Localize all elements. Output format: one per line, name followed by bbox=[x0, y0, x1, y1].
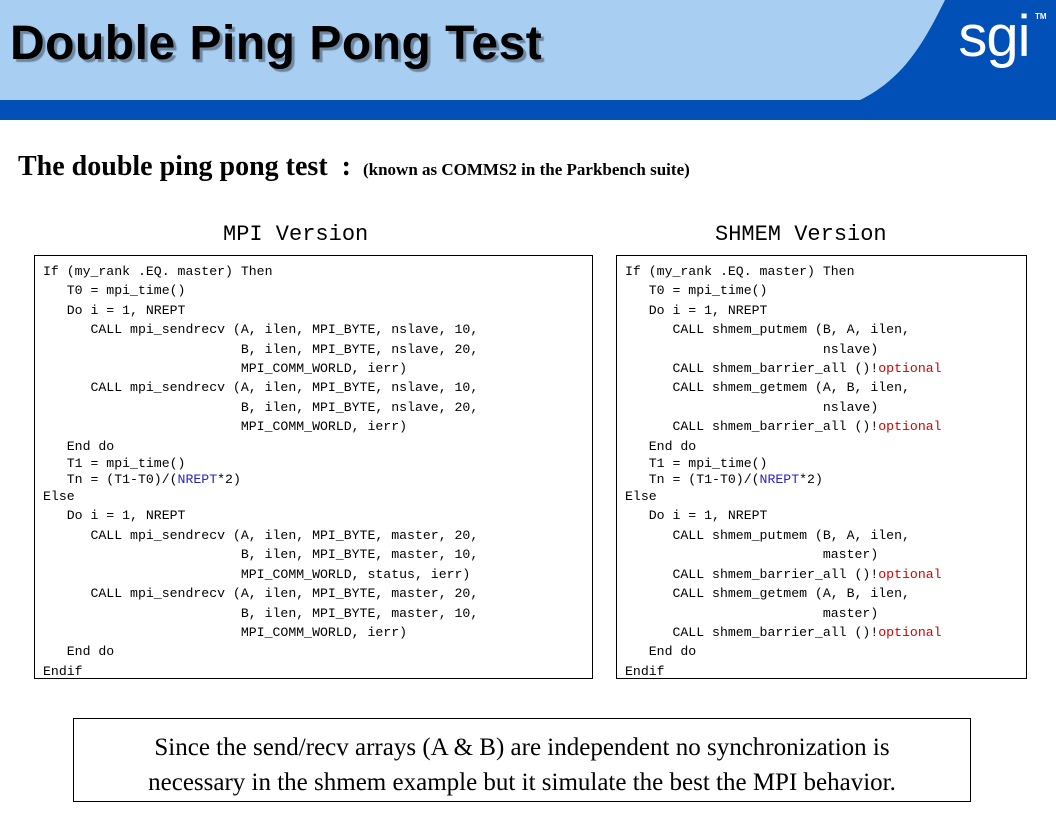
mpi-code-line bbox=[43, 262, 478, 281]
mpi-code-line bbox=[43, 359, 478, 378]
code-highlight-constant: NREPT bbox=[177, 471, 218, 487]
mpi-code-line bbox=[43, 545, 478, 564]
code-text: T0 = mpi_time() bbox=[625, 283, 768, 299]
optional-comment: optional bbox=[878, 566, 942, 582]
code-highlight-constant: NREPT bbox=[759, 471, 800, 487]
shmem-code-line bbox=[625, 487, 942, 506]
shmem-code-line bbox=[625, 565, 942, 584]
code-text: T1 = mpi_time() bbox=[625, 456, 768, 472]
optional-comment: optional bbox=[878, 361, 942, 377]
mpi-code-line bbox=[43, 526, 478, 545]
code-text: CALL shmem_barrier_all ()! bbox=[625, 419, 879, 435]
code-text: nslave) bbox=[625, 399, 879, 415]
shmem-code-line bbox=[625, 320, 942, 339]
shmem-code-line bbox=[625, 437, 942, 456]
code-text: Do i = 1, NREPT bbox=[625, 508, 768, 524]
subtitle-note: (known as COMMS2 in the Parkbench suite) bbox=[362, 160, 690, 179]
subtitle bbox=[18, 151, 690, 183]
shmem-code-line bbox=[625, 604, 942, 623]
mpi-code-block bbox=[43, 262, 478, 681]
mpi-code-line bbox=[43, 506, 478, 525]
shmem-version-label: SHMEM Version bbox=[715, 222, 887, 247]
mpi-code-line bbox=[43, 437, 478, 456]
code-text: CALL shmem_getmem (A, B, ilen, bbox=[625, 586, 910, 602]
shmem-code-line bbox=[625, 262, 942, 281]
shmem-code-line bbox=[625, 301, 942, 320]
optional-comment: optional bbox=[878, 419, 942, 435]
code-text: CALL mpi_sendrecv (A, ilen, MPI_BYTE, nslave, 10, bbox=[43, 322, 479, 338]
logo-text: sgi bbox=[958, 4, 1030, 69]
shmem-code-line bbox=[625, 526, 942, 545]
code-text: CALL shmem_barrier_all ()! bbox=[625, 624, 879, 640]
code-text: Tn = (T1-T0)/( bbox=[625, 471, 760, 487]
mpi-code-line bbox=[43, 623, 478, 642]
code-text: CALL shmem_putmem (B, A, ilen, bbox=[625, 527, 910, 543]
mpi-code-line bbox=[43, 456, 478, 472]
mpi-code-line bbox=[43, 417, 478, 436]
mpi-code-line bbox=[43, 487, 478, 506]
shmem-code-line bbox=[625, 417, 942, 436]
mpi-code-line bbox=[43, 340, 478, 359]
code-text: Else bbox=[43, 489, 75, 505]
mpi-code-line bbox=[43, 320, 478, 339]
mpi-code-line bbox=[43, 472, 478, 488]
code-text: CALL shmem_getmem (A, B, ilen, bbox=[625, 380, 910, 396]
code-text: Do i = 1, NREPT bbox=[43, 302, 186, 318]
code-text: B, ilen, MPI_BYTE, master, 10, bbox=[43, 605, 479, 621]
header-band bbox=[0, 0, 1056, 120]
shmem-code-line bbox=[625, 662, 942, 681]
code-text: master) bbox=[625, 547, 879, 563]
mpi-code-line bbox=[43, 378, 478, 397]
code-text: master) bbox=[625, 605, 879, 621]
mpi-code-line bbox=[43, 565, 478, 584]
shmem-code-block bbox=[625, 262, 942, 681]
code-text: nslave) bbox=[625, 341, 879, 357]
code-text: T1 = mpi_time() bbox=[43, 456, 186, 472]
mpi-code-line bbox=[43, 642, 478, 661]
shmem-code-line bbox=[625, 378, 942, 397]
code-text: End do bbox=[43, 644, 115, 660]
mpi-code-line bbox=[43, 662, 478, 681]
code-text: If (my_rank .EQ. master) Then bbox=[43, 264, 273, 279]
footer-note-line-2: necessary in the shmem example but it simulate the best the MPI behavior. bbox=[148, 769, 896, 796]
subtitle-separator: : bbox=[341, 151, 351, 182]
shmem-code-line bbox=[625, 506, 942, 525]
code-text: CALL shmem_barrier_all ()! bbox=[625, 566, 879, 582]
optional-comment: optional bbox=[878, 624, 942, 640]
shmem-code-line bbox=[625, 545, 942, 564]
code-text: Do i = 1, NREPT bbox=[43, 508, 186, 524]
code-text: T0 = mpi_time() bbox=[43, 283, 186, 299]
code-text: Else bbox=[625, 489, 657, 505]
footer-note-line-1: Since the send/recv arrays (A & B) are independent no synchronization is bbox=[154, 734, 890, 761]
code-text: CALL mpi_sendrecv (A, ilen, MPI_BYTE, master, 20, bbox=[43, 527, 479, 543]
code-text: B, ilen, MPI_BYTE, nslave, 20, bbox=[43, 399, 479, 415]
mpi-version-label: MPI Version bbox=[223, 222, 369, 247]
code-text: Tn = (T1-T0)/( bbox=[43, 471, 178, 487]
shmem-code-line bbox=[625, 642, 942, 661]
code-text: Endif bbox=[43, 663, 83, 679]
code-text: Do i = 1, NREPT bbox=[625, 302, 768, 318]
mpi-code-line bbox=[43, 604, 478, 623]
page-title: Double Ping Pong Test bbox=[10, 17, 543, 70]
code-text: MPI_COMM_WORLD, status, ierr) bbox=[43, 566, 471, 582]
code-text: End do bbox=[43, 438, 115, 454]
code-text: End do bbox=[625, 644, 697, 660]
code-text: CALL shmem_barrier_all ()! bbox=[625, 361, 879, 377]
mpi-code-panel bbox=[34, 255, 593, 679]
subtitle-main: The double ping pong test bbox=[18, 151, 328, 182]
code-text: MPI_COMM_WORLD, ierr) bbox=[43, 361, 408, 377]
shmem-code-line bbox=[625, 472, 942, 488]
shmem-code-panel bbox=[616, 255, 1027, 679]
sgi-logo bbox=[948, 2, 1047, 80]
trademark-mark: TM bbox=[1035, 12, 1047, 21]
code-text: MPI_COMM_WORLD, ierr) bbox=[43, 419, 408, 435]
code-text: End do bbox=[625, 438, 697, 454]
code-text: Endif bbox=[625, 663, 665, 679]
code-text: B, ilen, MPI_BYTE, nslave, 20, bbox=[43, 341, 479, 357]
code-text: If (my_rank .EQ. master) Then bbox=[625, 264, 855, 279]
code-text: MPI_COMM_WORLD, ierr) bbox=[43, 624, 408, 640]
mpi-code-line bbox=[43, 301, 478, 320]
code-text-after: *2) bbox=[799, 471, 823, 487]
shmem-code-line bbox=[625, 623, 942, 642]
mpi-code-line bbox=[43, 281, 478, 300]
shmem-code-line bbox=[625, 359, 942, 378]
shmem-code-line bbox=[625, 281, 942, 300]
shmem-code-line bbox=[625, 340, 942, 359]
footer-note bbox=[73, 718, 971, 802]
shmem-code-line bbox=[625, 584, 942, 603]
code-text: CALL mpi_sendrecv (A, ilen, MPI_BYTE, master, 20, bbox=[43, 586, 479, 602]
code-text: B, ilen, MPI_BYTE, master, 10, bbox=[43, 547, 479, 563]
mpi-code-line bbox=[43, 584, 478, 603]
shmem-code-line bbox=[625, 398, 942, 417]
mpi-code-line bbox=[43, 398, 478, 417]
code-text: CALL shmem_putmem (B, A, ilen, bbox=[625, 322, 910, 338]
shmem-code-line bbox=[625, 456, 942, 472]
code-text: CALL mpi_sendrecv (A, ilen, MPI_BYTE, nslave, 10, bbox=[43, 380, 479, 396]
code-text-after: *2) bbox=[217, 471, 241, 487]
